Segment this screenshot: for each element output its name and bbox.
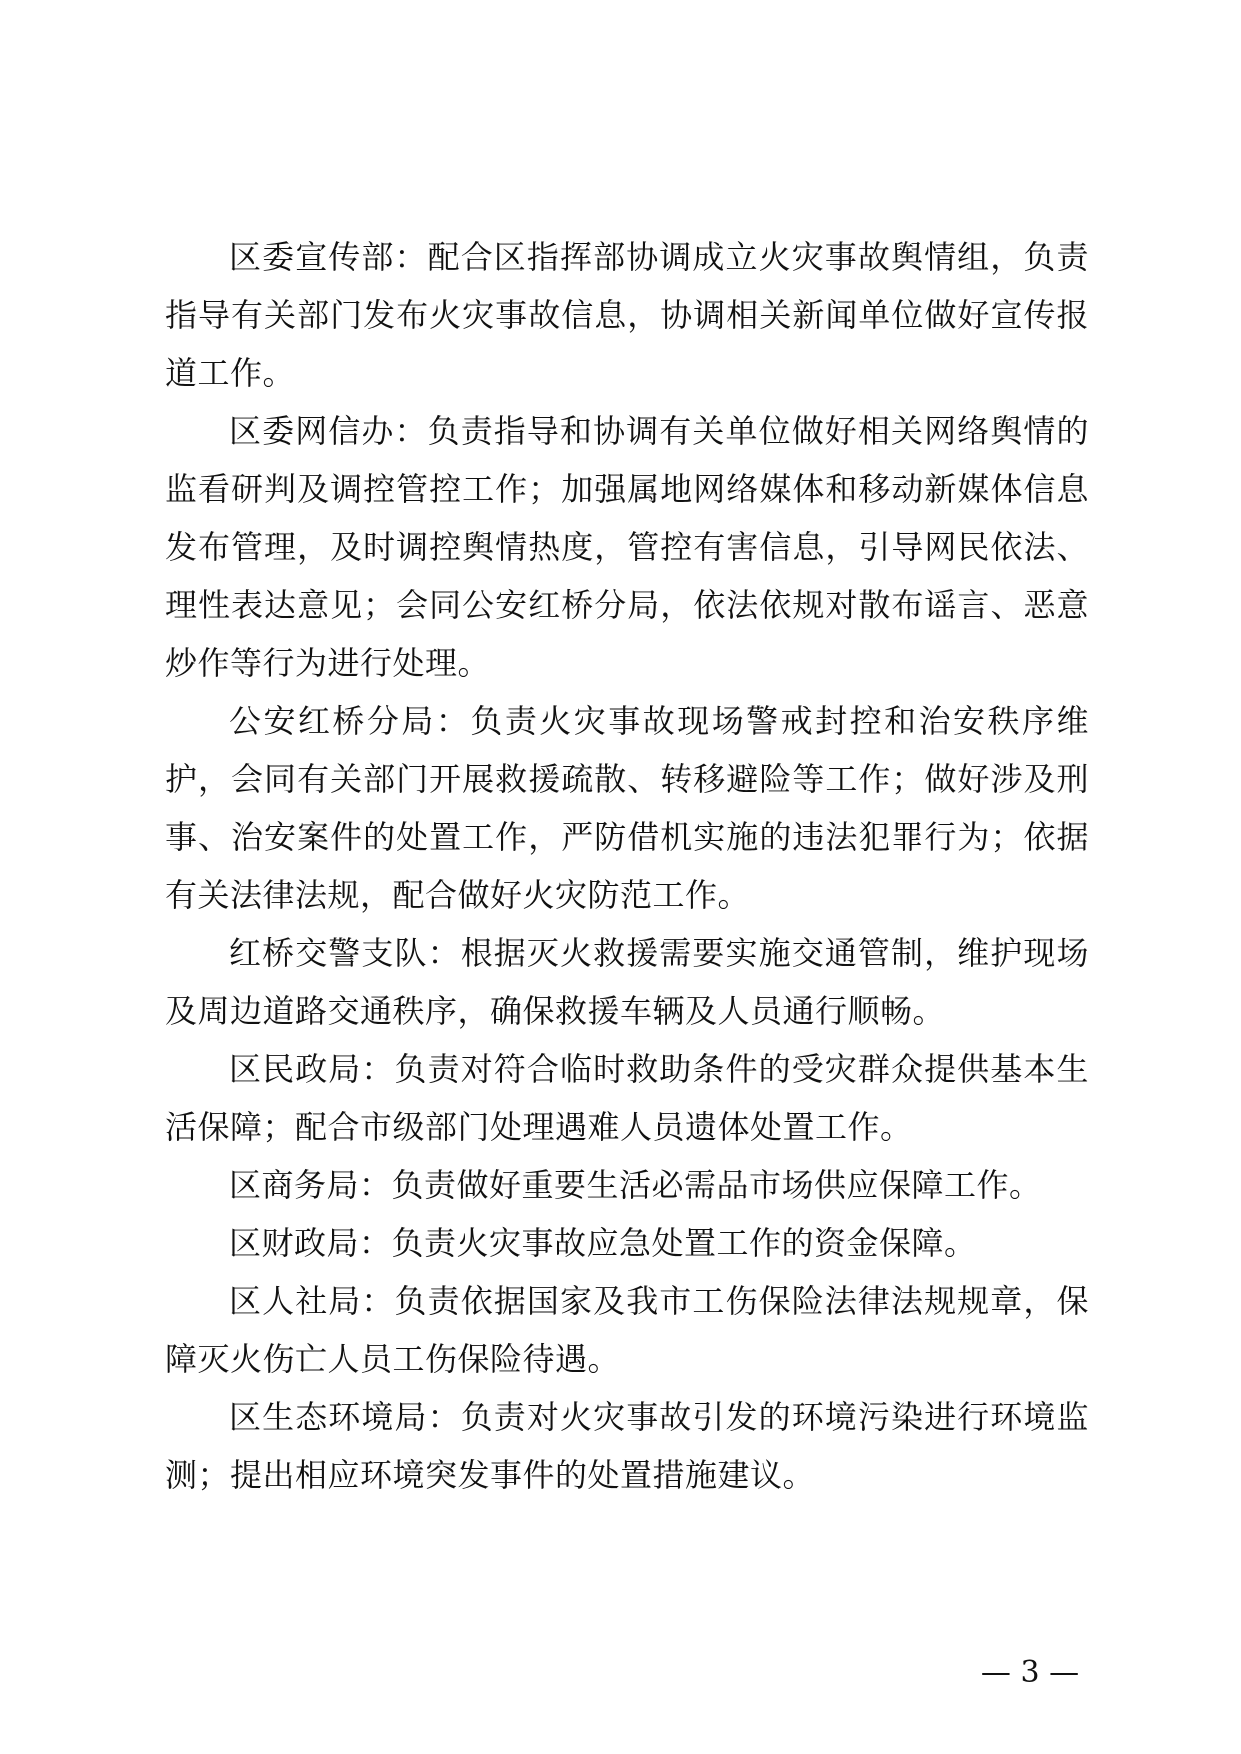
document-body bbox=[165, 228, 1089, 1504]
paragraph-public-security-bureau: 公安红桥分局：负责火灾事故现场警戒封控和治安秩序维护，会同有关部门开展救援疏散、转移避险等工作；做好涉及刑事、治安案件的处置工作，严防借机实施的违法犯罪行为；依据有关法律法规，配合做好火灾防范工作。 bbox=[165, 702, 1089, 914]
paragraph-commerce-bureau: 区商务局：负责做好重要生活必需品市场供应保障工作。 bbox=[229, 1166, 1042, 1204]
paragraph-human-resources: 区人社局：负责依据国家及我市工伤保险法律法规规章，保障灭火伤亡人员工伤保险待遇。 bbox=[165, 1282, 1089, 1378]
paragraph-cyberspace-office: 区委网信办：负责指导和协调有关单位做好相关网络舆情的监看研判及调控管控工作；加强属地网络媒体和移动新媒体信息发布管理，及时调控舆情热度，管控有害信息，引导网民依法、理性表达意见；会同公安红桥分局，依法依规对散布谣言、恶意炒作等行为进行处理。 bbox=[165, 412, 1089, 682]
paragraph-traffic-police: 红桥交警支队：根据灭火救援需要实施交通管制，维护现场及周边道路交通秩序，确保救援车辆及人员通行顺畅。 bbox=[165, 934, 1089, 1030]
paragraph-ecology-environment: 区生态环境局：负责对火灾事故引发的环境污染进行环境监测；提出相应环境突发事件的处置措施建议。 bbox=[165, 1398, 1089, 1494]
paragraph-finance-bureau: 区财政局：负责火灾事故应急处置工作的资金保障。 bbox=[229, 1224, 977, 1262]
paragraph-civil-affairs: 区民政局：负责对符合临时救助条件的受灾群众提供基本生活保障；配合市级部门处理遇难人员遗体处置工作。 bbox=[165, 1050, 1089, 1146]
page-number: — 3 — bbox=[980, 1655, 1080, 1690]
paragraph-propaganda-dept: 区委宣传部：配合区指挥部协调成立火灾事故舆情组，负责指导有关部门发布火灾事故信息，协调相关新闻单位做好宣传报道工作。 bbox=[165, 238, 1089, 392]
